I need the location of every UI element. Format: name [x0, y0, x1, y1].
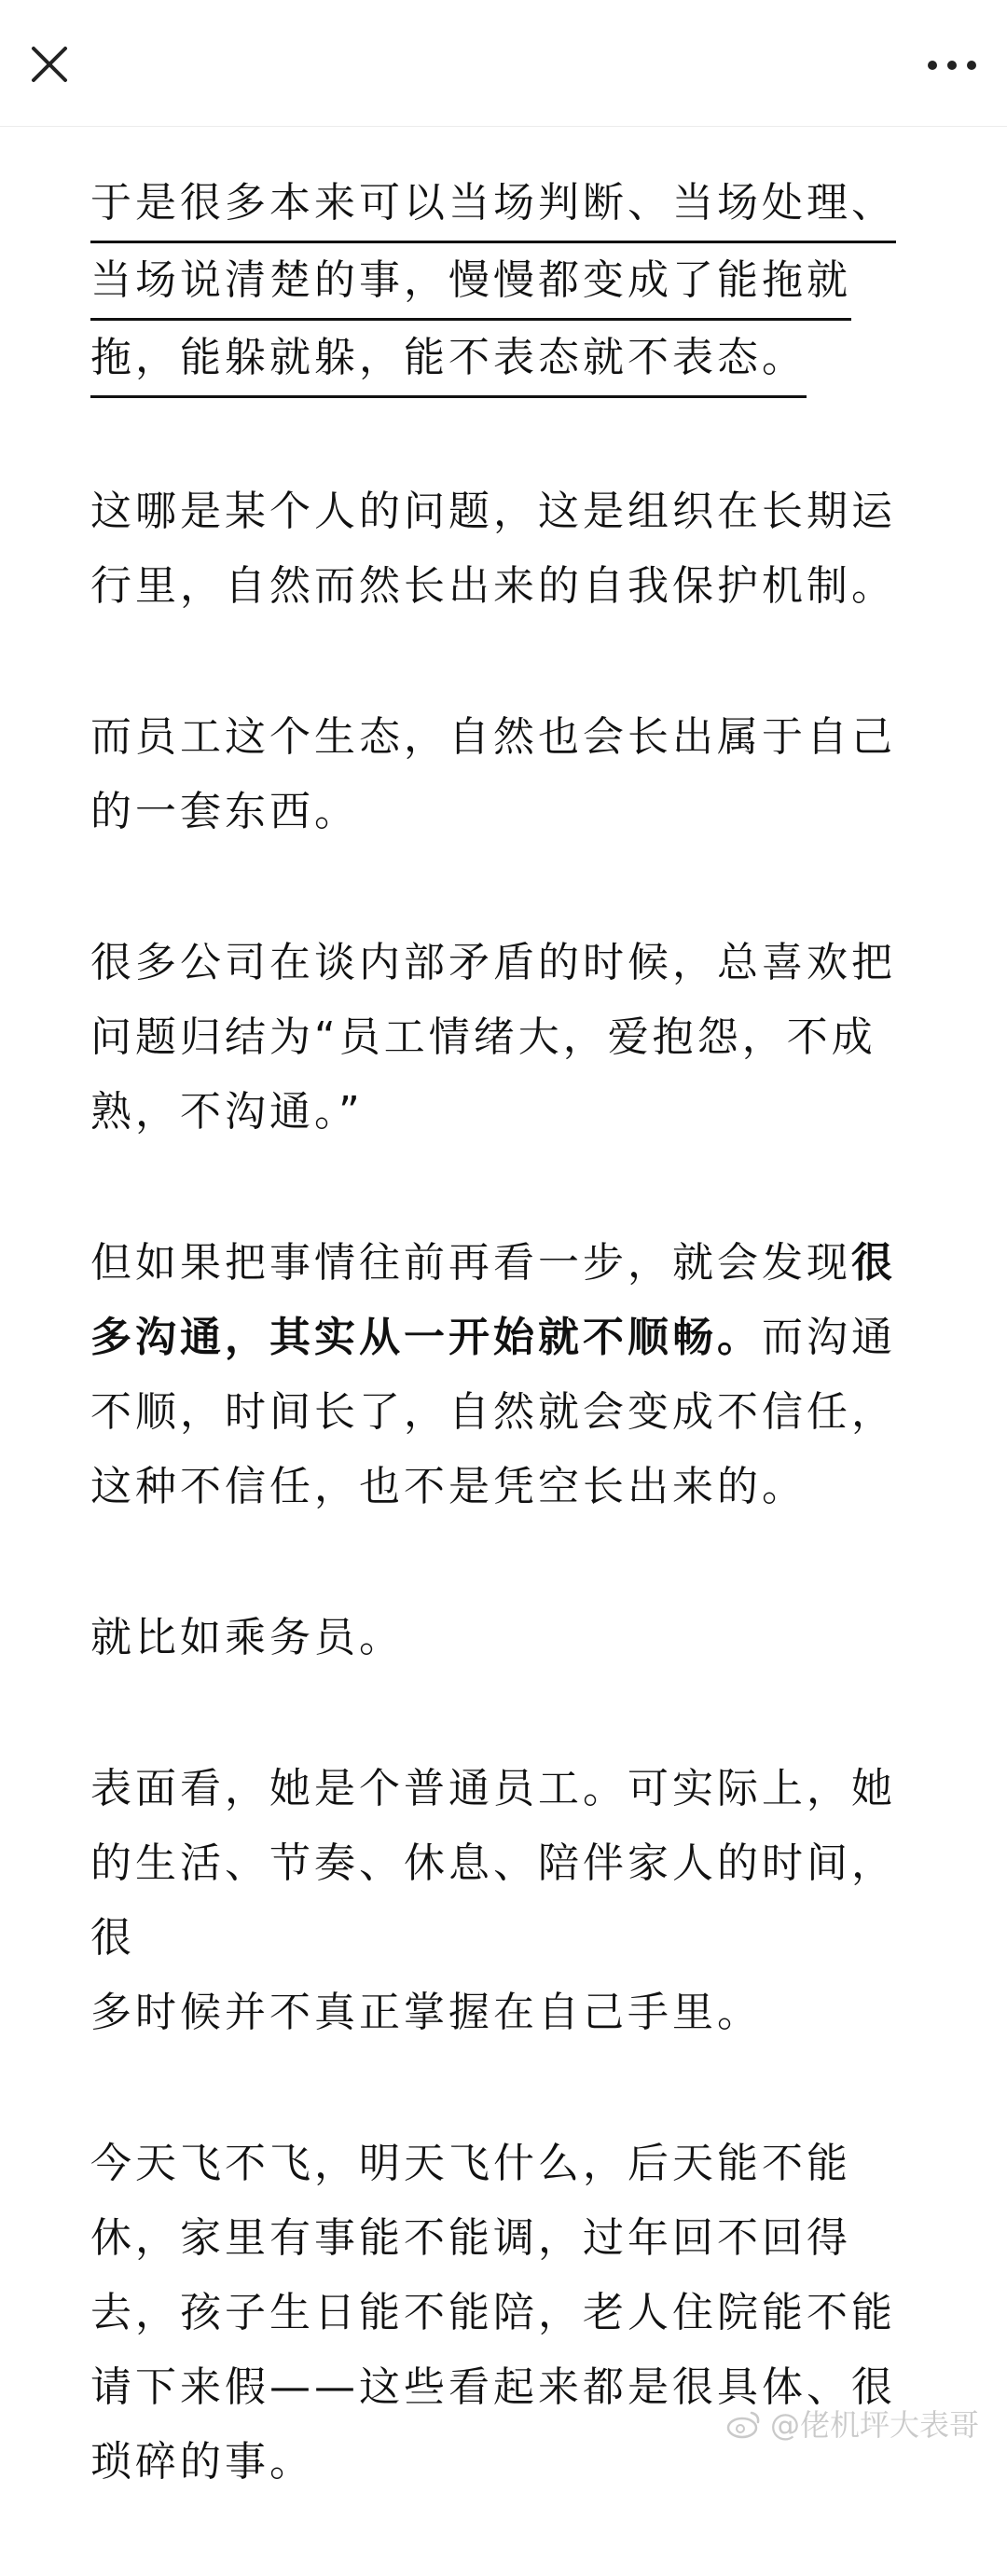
paragraph-daily-details: 今天飞不飞，明天飞什么，后天能不能 休，家里有事能不能调，过年回不回得 去，孩子生日能不能陪，老人住院能不能 请下来假——这些看起来都是很具体、很 琐碎的事。	[90, 2140, 896, 2486]
paragraph-communication	[90, 1226, 930, 1524]
paragraph-ordinary-employee: 表面看，她是个普通员工。可实际上，她 的生活、节奏、休息、陪伴家人的时间，很 多时候并不真正掌握在自己手里。	[90, 1765, 896, 2036]
watermark-text: @佬机坪大表哥	[769, 2407, 979, 2443]
watermark	[725, 2402, 979, 2445]
paragraph-text: 但如果把事情往前再看一步，就会发现	[90, 1239, 851, 1287]
top-bar	[0, 0, 1007, 127]
highlighted-paragraph	[90, 168, 930, 398]
close-button[interactable]	[21, 35, 78, 93]
highlight-line: 于是很多本来可以当场判断、当场处理、	[90, 168, 896, 243]
paragraph-employee-ecosystem: 而员工这个生态，自然也会长出属于自己 的一套东西。	[90, 713, 896, 835]
weibo-icon	[725, 2407, 763, 2439]
more-horizontal-icon	[917, 35, 986, 93]
close-icon	[21, 35, 78, 93]
article-body	[90, 168, 930, 2576]
highlight-line: 当场说清楚的事，慢慢都变成了能拖就	[90, 245, 851, 321]
highlight-line: 拖，能躲就躲，能不表态就不表态。	[90, 323, 807, 398]
bold-emphasis: 很 多沟通，其实从一开始就不顺畅。	[90, 1239, 896, 1361]
paragraph-flight-attendant: 就比如乘务员。	[90, 1614, 404, 1661]
paragraph-organization: 这哪是某个人的问题，这是组织在长期运 行里，自然而然长出来的自我保护机制。	[90, 488, 896, 610]
more-options-button[interactable]	[917, 35, 986, 93]
paragraph-text: 而沟通 不顺，时间长了，自然就会变成不信任， 这种不信任，也不是凭空长出来的。	[90, 1314, 896, 1510]
paragraph-internal-conflict: 很多公司在谈内部矛盾的时候，总喜欢把 问题归结为“员工情绪大，爱抱怨，不成 熟，不沟通。”	[90, 939, 896, 1136]
